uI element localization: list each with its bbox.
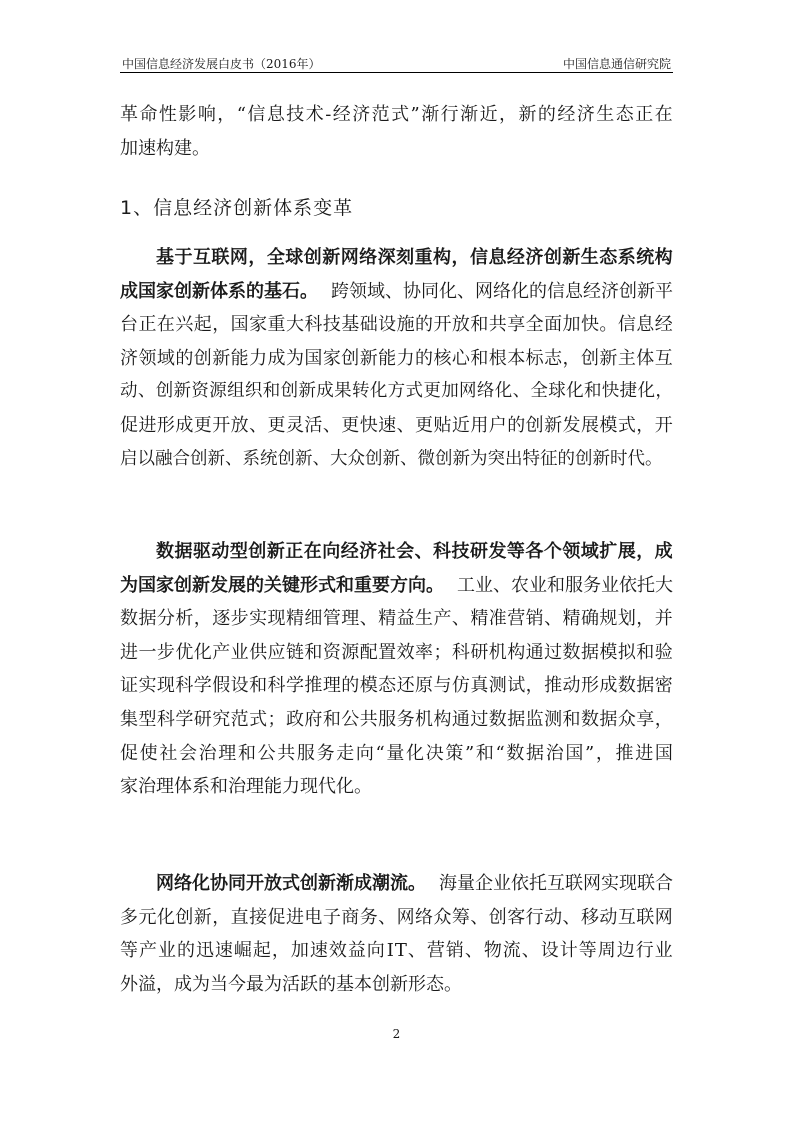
- text-line: 促 进 形 成 更 开 放 、 更 灵 活 、 更 快 速 、 更 贴 近 用 户 的 创 新 发 展 模 式 ， 开: [120, 414, 673, 436]
- paragraph-1: [120, 241, 673, 476]
- bold-lead: 为国家创新发展的关键形式和重要方向。: [120, 574, 444, 596]
- text-line: [120, 569, 673, 603]
- paragraph-3: [120, 867, 673, 1001]
- document-body: [120, 98, 673, 165]
- page-number: 2: [392, 1027, 401, 1041]
- text-line: 动 、 创 新 资 源 组 织 和 创 新 成 果 转 化 方 式 更 加 网 络 化 、 全 球 化 和 快 捷 化 ，: [120, 381, 673, 402]
- page-header: [120, 50, 673, 73]
- text-line: 多 元 化 创 新 ， 直 接 促 进 电 子 商 务 、 网 络 众 筹 、 创 客 行 动 、 移 动 互 联 网: [120, 906, 673, 928]
- text-line: 济 领 域 的 创 新 能 力 成 为 国 家 创 新 能 力 的 核 心 和 根 本 标 志 ， 创 新 主 体 互: [120, 347, 673, 369]
- text-line: 加速构建。: [120, 137, 210, 159]
- text-line: 台 正 在 兴 起 ， 国 家 重 大 科 技 基 础 设 施 的 开 放 和 共 享 全 面 加 快 。 信 息 经: [120, 314, 673, 336]
- text-run: 工业、农业和服务业依托大: [457, 574, 673, 596]
- text-line: 证 实 现 科 学 假 设 和 科 学 推 理 的 模 态 还 原 与 仿 真 测 试 ， 推 动 形 成 数 据 密: [120, 675, 673, 697]
- text-line: 启以融合创新、系统创新、大众创新、微创新为突出特征的创新时代。: [120, 448, 663, 469]
- text-line: 数 据 分 析 ， 逐 步 实 现 精 细 管 理 、 精 益 生 产 、 精 准 营 销 、 精 确 规 划 ， 并: [120, 608, 673, 630]
- text-line: 集 型 科 学 研 究 范 式 ； 政 府 和 公 共 服 务 机 构 通 过 数 据 监 测 和 数 据 众 享 ，: [120, 708, 673, 730]
- text-line-bold: 基 于 互 联 网 ， 全 球 创 新 网 络 深 刻 重 构 ， 信 息 经 济 创 新 生 态 系 统 构: [156, 247, 673, 268]
- bold-lead: 成国家创新体系的基石。: [120, 280, 318, 302]
- text-run: 海量企业依托互联网实现联合: [439, 873, 673, 894]
- text-line: 促 使 社 会 治 理 和 公 共 服 务 走 向 “ 量 化 决 策 ” 和 “ 数 据 治 国 ” ， 推 进 国: [120, 742, 673, 764]
- header-organization: 中国信息通信研究院: [562, 57, 671, 71]
- text-line: 家治理体系和治理能力现代化。: [120, 776, 372, 798]
- bold-lead: 网络化协同开放式创新渐成潮流。: [156, 873, 426, 894]
- text-line: [120, 867, 673, 901]
- text-line: 等 产 业 的 迅 速 崛 起 ， 加 速 效 益 向 I T 、 营 销 、 物 流 、 设 计 等 周 边 行 业: [120, 940, 673, 962]
- paragraph-2: [120, 535, 673, 804]
- text-line: 外溢，成为当今最为活跃的基本创新形态。: [120, 973, 462, 995]
- text-run: 跨领域、协同化、网络化的信息经济创新平: [331, 280, 673, 302]
- text-line: [120, 275, 673, 309]
- section-heading: 1、信息经济创新体系变革: [120, 197, 354, 219]
- header-document-title: 中国信息经济发展白皮书（2016年）: [122, 57, 321, 71]
- text-line: 进 一 步 优 化 产 业 供 应 链 和 资 源 配 置 效 率 ； 科 研 机 构 通 过 数 据 模 拟 和 验: [120, 641, 673, 663]
- text-line: 革 命 性 影 响 ， “ 信 息 技 术 - 经 济 范 式 ” 渐 行 渐 近 ， 新 的 经 济 生 态 正 在: [120, 104, 673, 125]
- text-line-bold: 数 据 驱 动 型 创 新 正 在 向 经 济 社 会 、 科 技 研 发 等 各 个 领 域 扩 展 ， 成: [156, 541, 673, 562]
